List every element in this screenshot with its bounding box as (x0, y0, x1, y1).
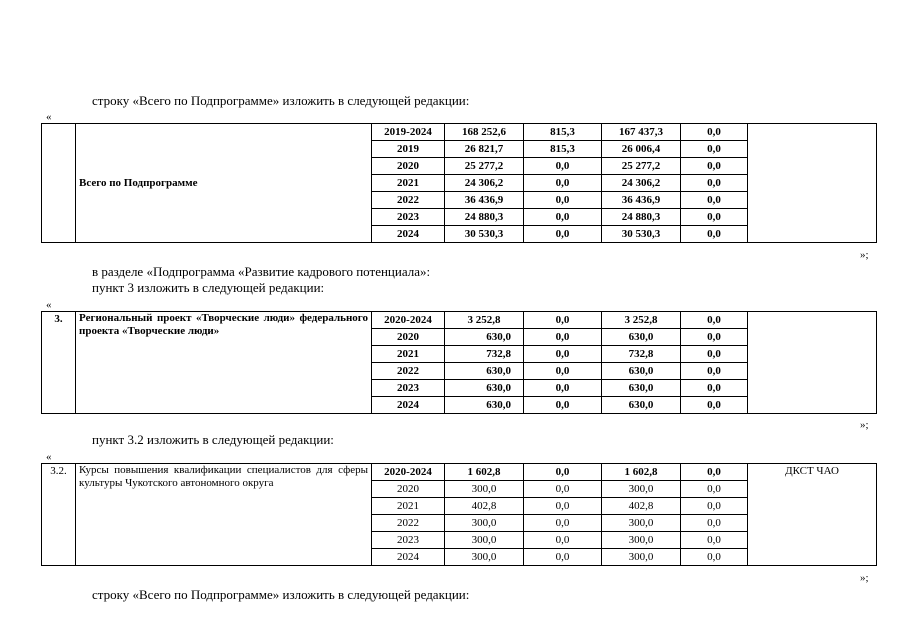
total-cell: 26 821,7 (445, 141, 524, 158)
table-total-subprogram (41, 123, 877, 243)
federal-cell: 0,0 (524, 380, 602, 397)
total-cell: 24 306,2 (445, 175, 524, 192)
okrug-cell: 25 277,2 (602, 158, 681, 175)
period-cell: 2019 (372, 141, 445, 158)
table-row (42, 124, 877, 141)
other-cell: 0,0 (681, 312, 748, 329)
federal-cell: 0,0 (524, 498, 602, 515)
other-cell: 0,0 (681, 397, 748, 414)
okrug-cell: 630,0 (602, 397, 681, 414)
federal-cell: 0,0 (524, 209, 602, 226)
total-cell: 24 880,3 (445, 209, 524, 226)
okrug-cell: 630,0 (602, 363, 681, 380)
total-cell: 36 436,9 (445, 192, 524, 209)
total-cell: 630,0 (445, 363, 524, 380)
responsible-cell: ДКСТ ЧАО (748, 464, 877, 566)
opening-quote-3: « (46, 451, 52, 463)
okrug-cell: 24 880,3 (602, 209, 681, 226)
total-cell: 300,0 (445, 549, 524, 566)
federal-cell: 0,0 (524, 329, 602, 346)
period-cell: 2020 (372, 158, 445, 175)
federal-cell: 0,0 (524, 363, 602, 380)
row-name-cell: Курсы повышения квалификации специалистов для сферы культуры Чукотского автономного округа (76, 464, 372, 566)
federal-cell: 0,0 (524, 515, 602, 532)
responsible-cell (748, 124, 877, 243)
other-cell: 0,0 (681, 464, 748, 481)
paragraph-intro-4: пункт 3.2 изложить в следующей редакции: (92, 432, 334, 447)
okrug-cell: 630,0 (602, 380, 681, 397)
okrug-cell: 24 306,2 (602, 175, 681, 192)
federal-cell: 815,3 (524, 141, 602, 158)
total-cell: 25 277,2 (445, 158, 524, 175)
total-cell: 300,0 (445, 481, 524, 498)
closing-quote-2: »; (860, 419, 869, 431)
period-cell: 2021 (372, 346, 445, 363)
period-cell: 2019-2024 (372, 124, 445, 141)
closing-quote-3: »; (860, 572, 869, 584)
federal-cell: 0,0 (524, 481, 602, 498)
total-cell: 630,0 (445, 380, 524, 397)
other-cell: 0,0 (681, 532, 748, 549)
period-cell: 2022 (372, 363, 445, 380)
opening-quote-2: « (46, 299, 52, 311)
total-cell: 168 252,6 (445, 124, 524, 141)
index-cell (42, 124, 76, 243)
other-cell: 0,0 (681, 498, 748, 515)
table-point-3-2 (41, 463, 877, 566)
period-cell: 2023 (372, 532, 445, 549)
row-name-cell: Всего по Подпрограмме (76, 124, 372, 243)
index-cell: 3.2. (42, 464, 76, 566)
total-cell: 732,8 (445, 346, 524, 363)
other-cell: 0,0 (681, 515, 748, 532)
total-cell: 300,0 (445, 532, 524, 549)
paragraph-intro-1: строку «Всего по Подпрограмме» изложить в следующей редакции: (92, 93, 470, 108)
total-cell: 300,0 (445, 515, 524, 532)
paragraph-intro-2: в разделе «Подпрограмма «Развитие кадрового потенциала»: (92, 264, 431, 279)
okrug-cell: 300,0 (602, 549, 681, 566)
okrug-cell: 3 252,8 (602, 312, 681, 329)
total-cell: 630,0 (445, 397, 524, 414)
federal-cell: 0,0 (524, 175, 602, 192)
other-cell: 0,0 (681, 209, 748, 226)
period-cell: 2020 (372, 329, 445, 346)
okrug-cell: 630,0 (602, 329, 681, 346)
paragraph-intro-3: пункт 3 изложить в следующей редакции: (92, 280, 325, 295)
paragraph-intro-5: строку «Всего по Подпрограмме» изложить в следующей редакции: (92, 587, 470, 602)
federal-cell: 0,0 (524, 312, 602, 329)
period-cell: 2020-2024 (372, 312, 445, 329)
responsible-cell (748, 312, 877, 414)
period-cell: 2023 (372, 209, 445, 226)
period-cell: 2024 (372, 397, 445, 414)
federal-cell: 0,0 (524, 549, 602, 566)
federal-cell: 0,0 (524, 226, 602, 243)
total-cell: 1 602,8 (445, 464, 524, 481)
period-cell: 2020 (372, 481, 445, 498)
total-cell: 630,0 (445, 329, 524, 346)
other-cell: 0,0 (681, 226, 748, 243)
okrug-cell: 732,8 (602, 346, 681, 363)
period-cell: 2021 (372, 175, 445, 192)
other-cell: 0,0 (681, 549, 748, 566)
federal-cell: 0,0 (524, 532, 602, 549)
period-cell: 2023 (372, 380, 445, 397)
okrug-cell: 1 602,8 (602, 464, 681, 481)
period-cell: 2024 (372, 226, 445, 243)
table-row (42, 464, 877, 481)
period-cell: 2021 (372, 498, 445, 515)
federal-cell: 0,0 (524, 464, 602, 481)
other-cell: 0,0 (681, 329, 748, 346)
other-cell: 0,0 (681, 346, 748, 363)
okrug-cell: 300,0 (602, 532, 681, 549)
other-cell: 0,0 (681, 124, 748, 141)
other-cell: 0,0 (681, 141, 748, 158)
period-cell: 2022 (372, 515, 445, 532)
federal-cell: 0,0 (524, 192, 602, 209)
federal-cell: 0,0 (524, 346, 602, 363)
row-name-cell: Региональный проект «Творческие люди» федерального проекта «Творческие люди» (76, 312, 372, 414)
period-cell: 2020-2024 (372, 464, 445, 481)
other-cell: 0,0 (681, 363, 748, 380)
other-cell: 0,0 (681, 481, 748, 498)
other-cell: 0,0 (681, 192, 748, 209)
okrug-cell: 300,0 (602, 481, 681, 498)
okrug-cell: 36 436,9 (602, 192, 681, 209)
total-cell: 3 252,8 (445, 312, 524, 329)
okrug-cell: 30 530,3 (602, 226, 681, 243)
other-cell: 0,0 (681, 380, 748, 397)
federal-cell: 0,0 (524, 158, 602, 175)
period-cell: 2024 (372, 549, 445, 566)
okrug-cell: 26 006,4 (602, 141, 681, 158)
table-row (42, 312, 877, 329)
period-cell: 2022 (372, 192, 445, 209)
opening-quote-1: « (46, 111, 52, 123)
table-point-3 (41, 311, 877, 414)
okrug-cell: 167 437,3 (602, 124, 681, 141)
okrug-cell: 300,0 (602, 515, 681, 532)
other-cell: 0,0 (681, 175, 748, 192)
total-cell: 30 530,3 (445, 226, 524, 243)
federal-cell: 0,0 (524, 397, 602, 414)
okrug-cell: 402,8 (602, 498, 681, 515)
closing-quote-1: »; (860, 249, 869, 261)
federal-cell: 815,3 (524, 124, 602, 141)
index-cell: 3. (42, 312, 76, 414)
total-cell: 402,8 (445, 498, 524, 515)
other-cell: 0,0 (681, 158, 748, 175)
